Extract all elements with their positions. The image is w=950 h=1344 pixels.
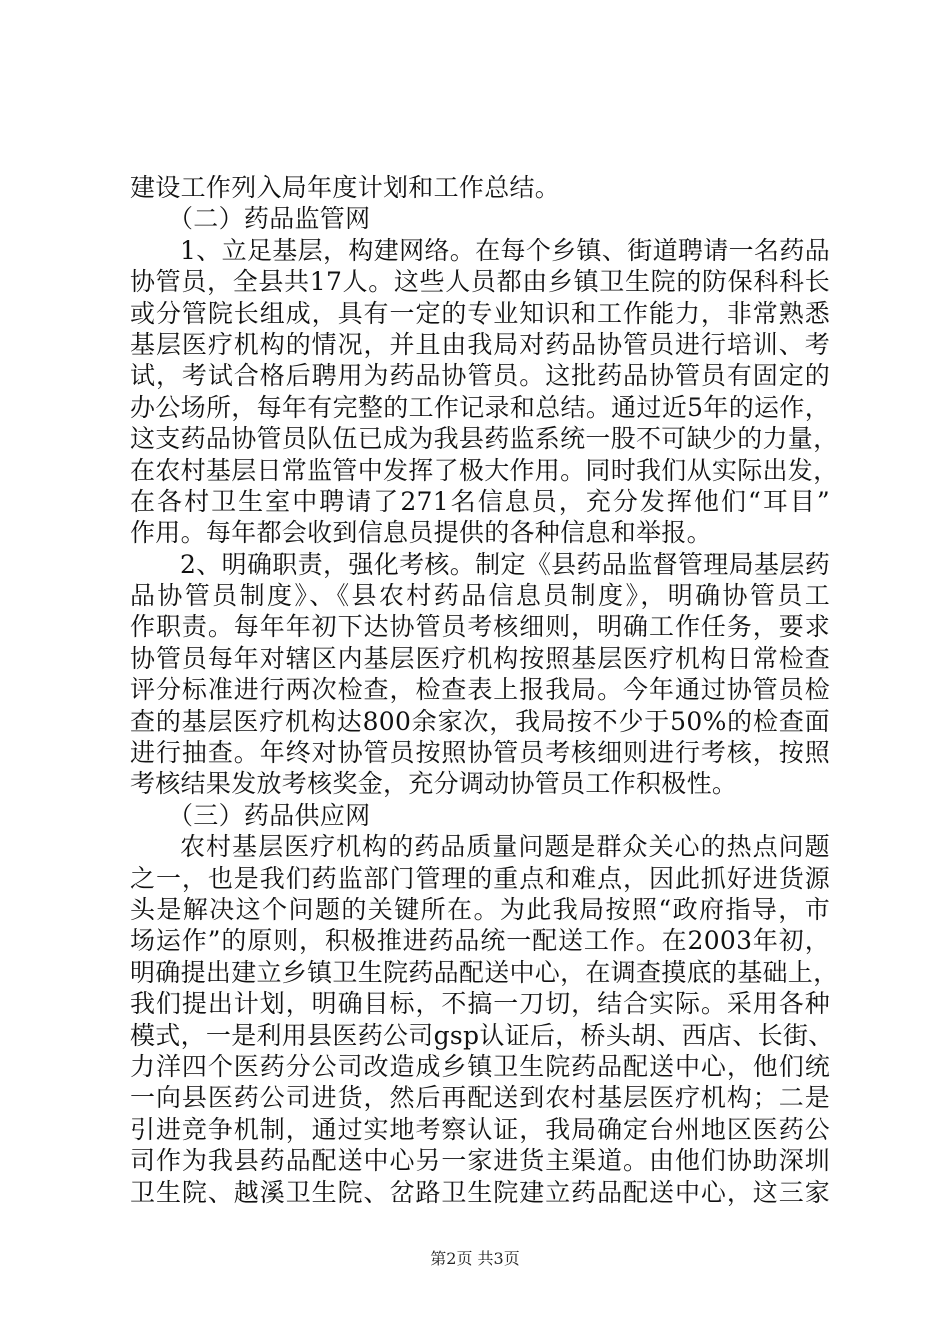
document-body: [130, 172, 839, 1208]
text-line: 查的基层医疗机构达800余家次，我局按不少于50%的检查面: [130, 706, 830, 736]
text-line: 引进竞争机制，通过实地考察认证，我局确定台州地区医药公: [130, 1114, 830, 1144]
section-heading: （三）药品供应网: [168, 800, 371, 830]
text-line: 办公场所，每年有完整的工作记录和总结。通过近5年的运作，: [130, 392, 830, 422]
text-line: 力洋四个医药分公司改造成乡镇卫生院药品配送中心，他们统: [130, 1051, 830, 1081]
text-line: 作职责。每年年初下达协管员考核细则，明确工作任务，要求: [130, 612, 830, 642]
text-line: 我们提出计划，明确目标，不搞一刀切，结合实际。采用各种: [130, 989, 830, 1019]
text-line: 模式，一是利用县医药公司gsp认证后，桥头胡、西店、长街、: [130, 1020, 834, 1050]
text-line: 在各村卫生室中聘请了271名信息员，充分发挥他们“耳目”: [130, 486, 830, 516]
text-line: 基层医疗机构的情况，并且由我局对药品协管员进行培训、考: [130, 329, 830, 359]
text-line: 协管员，全县共17人。这些人员都由乡镇卫生院的防保科科长: [130, 267, 830, 297]
text-line: 在农村基层日常监管中发挥了极大作用。同时我们从实际出发，: [130, 455, 839, 485]
text-line: 考核结果发放考核奖金，充分调动协管员工作积极性。: [130, 769, 738, 799]
page-number-footer: 第2页 共3页: [430, 1249, 520, 1268]
text-line: 卫生院、越溪卫生院、岔路卫生院建立药品配送中心，这三家: [130, 1177, 830, 1207]
text-line: 2、明确职责，强化考核。制定《县药品监督管理局基层药: [180, 549, 830, 579]
text-line: 头是解决这个问题的关键所在。为此我局按照“政府指导，市: [130, 894, 830, 924]
text-line: 场运作”的原则，积极推进药品统一配送工作。在2003年初，: [130, 926, 830, 956]
text-line: 明确提出建立乡镇卫生院药品配送中心，在调查摸底的基础上，: [130, 957, 839, 987]
section-heading: （二）药品监管网: [168, 204, 371, 234]
text-line: 进行抽查。年终对协管员按照协管员考核细则进行考核，按照: [130, 738, 830, 768]
text-line: 这支药品协管员队伍已成为我县药监系统一股不可缺少的力量，: [130, 424, 839, 454]
text-line: 建设工作列入局年度计划和工作总结。: [130, 173, 561, 202]
text-line: 1、立足基层，构建网络。在每个乡镇、街道聘请一名药品: [180, 235, 830, 265]
text-line: 司作为我县药品配送中心另一家进货主渠道。由他们协助深圳: [130, 1146, 830, 1176]
text-line: 试，考试合格后聘用为药品协管员。这批药品协管员有固定的: [130, 361, 830, 391]
text-line: 品协管员制度》、《县农村药品信息员制度》，明确协管员工: [130, 581, 830, 611]
text-line: 一向县医药公司进货，然后再配送到农村基层医疗机构；二是: [130, 1083, 830, 1113]
text-line: 之一，也是我们药监部门管理的重点和难点，因此抓好进货源: [130, 863, 830, 893]
text-line: 或分管院长组成，具有一定的专业知识和工作能力，非常熟悉: [130, 298, 830, 328]
text-line: 作用。每年都会收到信息员提供的各种信息和举报。: [130, 518, 712, 548]
text-line: 协管员每年对辖区内基层医疗机构按照基层医疗机构日常检查: [130, 643, 830, 673]
text-line: 评分标准进行两次检查，检查表上报我局。今年通过协管员检: [130, 675, 830, 705]
text-line: 农村基层医疗机构的药品质量问题是群众关心的热点问题: [180, 832, 830, 862]
